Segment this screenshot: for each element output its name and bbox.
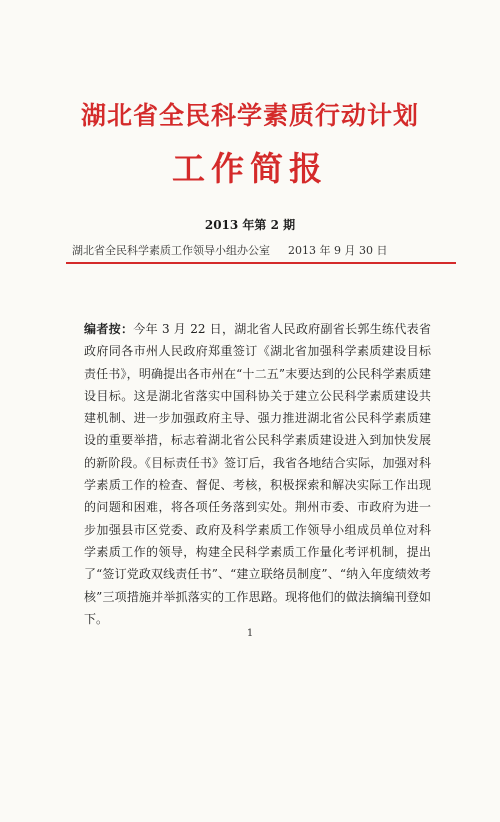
bulletin-subtitle: 工作简报 (172, 149, 328, 188)
editor-note-text: 今年 3 月 22 日，湖北省人民政府副省长郭生练代表省政府同各市州人民政府郑重签订《湖北省加强科学素质建设目标责任书》，明确提出各市州在“十二五”末要达到的公民科学素质建设目标。这是湖北省落实中国科协关于建立公民科学素质建设共建机制、进一步加强政府主导、强力推进湖北省公民科学素质建设的重要举措，标志着湖北省公民科学素质建设进入到加快发展的新阶段。《目标责任书》签订后，我省各地结合实际，加强对科学素质工作的检查、督促、考核，积极探索和解决实际工作出现的问题和困难，将各项任务落到实处。荆州市委、市政府为进一步加强县市区党委、政府及科学素质工作领导小组成员单位对科学素质工作的领导，构建全民科学素质工作量化考评机制，提出了“签订党政双线责任书”、“建立联络员制度”、“纳入年度绩效考核”三项措施并举抓落实的工作思路。现将他们的做法摘编刊登如下。 (84, 322, 431, 626)
bulletin-title: 湖北省全民科学素质行动计划 (80, 101, 419, 130)
issue-date: 2013 年 9 月 30 日 (288, 244, 388, 257)
header-divider (66, 262, 456, 264)
issuer-line (72, 242, 452, 258)
issuer-name: 湖北省全民科学素质工作领导小组办公室 (72, 244, 270, 257)
issue-number: 2013 年第 2 期 (204, 218, 296, 232)
editor-note-label: 编者按： (84, 322, 134, 336)
editor-note-paragraph (84, 318, 431, 630)
page-number: 1 (246, 628, 254, 639)
